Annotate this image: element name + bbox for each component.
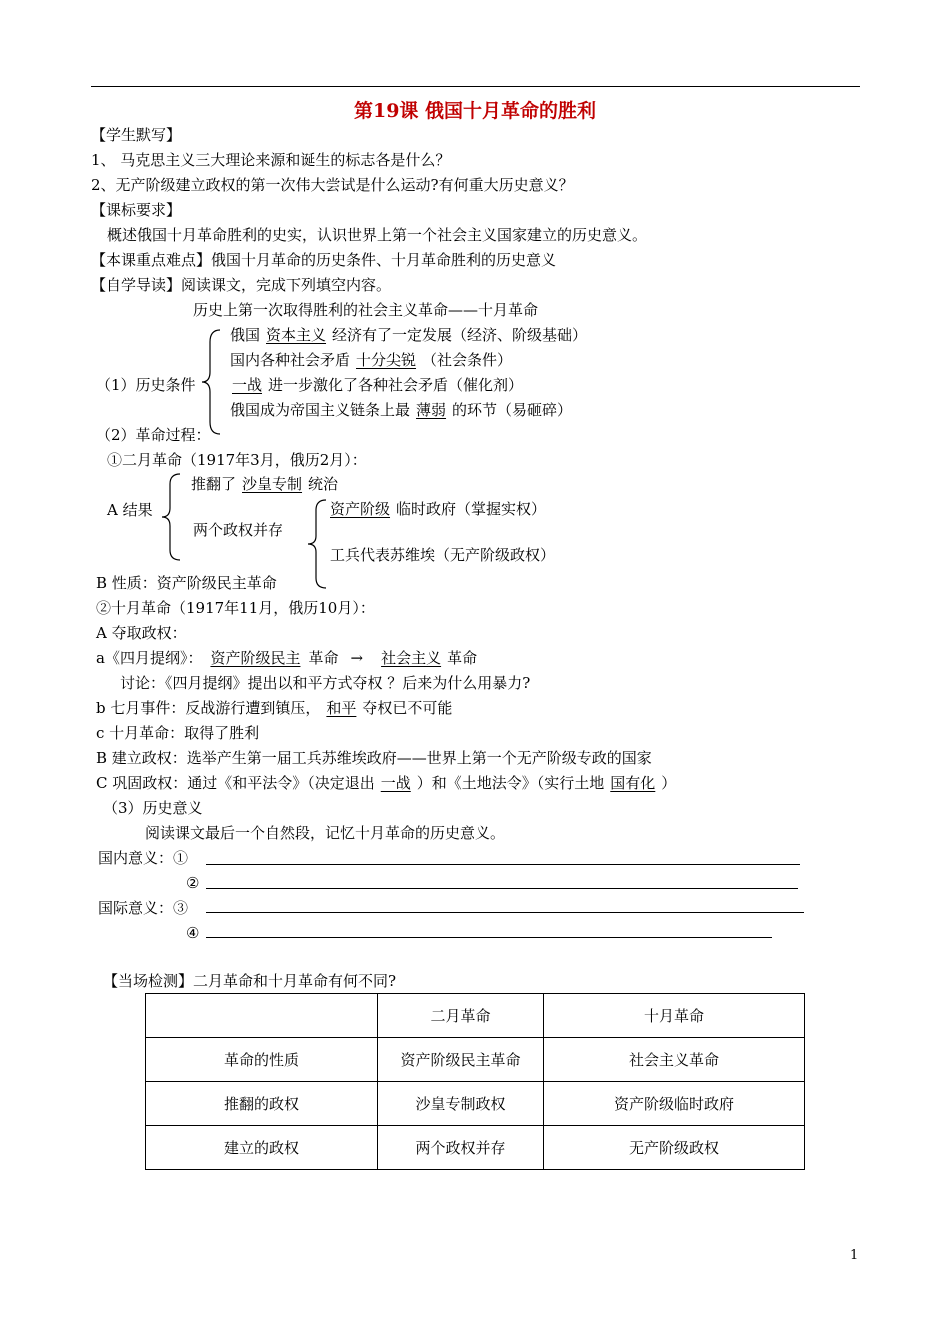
domestic-label: 国内意义：① — [98, 849, 189, 867]
outline-intro: 历史上第一次取得胜利的社会主义革命——十月革命 — [193, 301, 539, 319]
april-theses: a《四月提纲》： 资产阶级民主 革命 → 社会主义 革命 — [96, 649, 478, 667]
table-cell: 无产阶级政权 — [544, 1126, 805, 1170]
table-cell: 两个政权并存 — [378, 1126, 544, 1170]
establish-power: B 建立政权：选举产生第一届工兵苏维埃政府——世界上第一个无产阶级专政的国家 — [96, 749, 652, 767]
table-header-cell: 十月革命 — [544, 994, 805, 1038]
test-header: 【当场检测】二月革命和十月革命有何不同? — [103, 972, 397, 990]
feb-title: ①二月革命（1917年3月，俄历2月）： — [107, 451, 367, 469]
dual-power-2: 工兵代表苏维埃（无产阶级政权） — [330, 546, 556, 564]
guide-header: 【自学导读】 — [91, 276, 182, 294]
page-number: 1 — [850, 1248, 859, 1263]
conditions-label: （1）历史条件 — [96, 376, 196, 394]
c1-fill: 资本主义 — [266, 326, 327, 344]
header-rule — [91, 86, 860, 87]
significance-label: （3）历史意义 — [103, 799, 203, 817]
c4-fill: 薄弱 — [416, 401, 447, 419]
table-cell: 资产阶级临时政府 — [544, 1082, 805, 1126]
question-2: 2、无产阶级建立政权的第一次伟大尝试是什么运动?有何重大历史意义？ — [91, 176, 574, 194]
october-revolution: c 十月革命：取得了胜利 — [96, 724, 260, 742]
table-header-cell: 二月革命 — [378, 994, 544, 1038]
intl-4: ④ — [186, 924, 200, 942]
condition-2: 国内各种社会矛盾 十分尖锐 （社会条件） — [230, 351, 513, 369]
dictation-header: 【学生默写】 — [91, 126, 182, 144]
table-cell: 建立的政权 — [146, 1126, 378, 1170]
result-label: A 结果 — [107, 501, 153, 519]
nature: B 性质：资产阶级民主革命 — [96, 574, 277, 592]
answer-line-1[interactable] — [206, 864, 800, 865]
domestic-2: ② — [186, 874, 200, 892]
key-header: 【本课重点难点】 — [91, 251, 212, 269]
dp1-fill: 资产阶级 — [330, 500, 391, 518]
answer-line-2[interactable] — [206, 888, 798, 889]
table-row — [146, 1082, 805, 1126]
c3-fill: 一战 — [232, 376, 263, 394]
table-row — [146, 1126, 805, 1170]
a-fill-1: 资产阶级民主 — [210, 649, 301, 667]
curriculum-text: 概述俄国十月革命胜利的史实，认识世界上第一个社会主义国家建立的历史意义。 — [107, 226, 648, 244]
answer-line-3[interactable] — [206, 912, 804, 913]
table-row — [146, 1038, 805, 1082]
key-text: 俄国十月革命的历史条件、十月革命胜利的历史意义 — [211, 251, 557, 269]
consolidate-power: C 巩固政权：通过《和平法令》（决定退出 一战 ）和《土地法令》（实行土地 国有化 ） — [96, 774, 677, 792]
c2-fill: 十分尖锐 — [356, 351, 417, 369]
table-cell: 革命的性质 — [146, 1038, 378, 1082]
conditions-brace — [200, 328, 224, 436]
discussion: 讨论：《四月提纲》提出以和平方式夺权 ？后来为什么用暴力? — [120, 674, 531, 692]
table-cell: 推翻的政权 — [146, 1082, 378, 1126]
key-points — [91, 250, 556, 270]
seize-label: A 夺取政权： — [96, 624, 187, 642]
b-fill: 和平 — [326, 699, 357, 717]
intl-label: 国际意义：③ — [98, 899, 189, 917]
dual-power: 两个政权并存 — [193, 521, 284, 539]
process-label: （2）革命过程： — [96, 426, 211, 444]
table-cell: 社会主义革命 — [544, 1038, 805, 1082]
table-header-row — [146, 994, 805, 1038]
guide — [91, 275, 391, 295]
table-cell: 沙皇专制政权 — [378, 1082, 544, 1126]
page-title: 第19课 俄国十月革命的胜利 — [353, 100, 597, 122]
result-brace — [160, 472, 184, 562]
a-fill-2: 社会主义 — [381, 649, 442, 667]
table-header-cell — [146, 994, 378, 1038]
question-1: 1、 马克思主义三大理论来源和诞生的标志各是什么？ — [91, 151, 451, 169]
significance-text: 阅读课文最后一个自然段，记忆十月革命的历史意义。 — [145, 824, 506, 842]
table-cell: 资产阶级民主革命 — [378, 1038, 544, 1082]
oct-title: ②十月革命（1917年11月，俄历10月）： — [96, 599, 375, 617]
july-days: b 七月事件：反战游行遭到镇压， 和平 夺权已不可能 — [96, 699, 453, 717]
condition-4: 俄国成为帝国主义链条上最 薄弱 的环节（易砸碎） — [230, 401, 573, 419]
condition-1: 俄国 资本主义 经济有了一定发展（经济、阶级基础） — [230, 326, 588, 344]
result-1: 推翻了 沙皇专制 统治 — [191, 475, 339, 493]
consol-fill-2: 国有化 — [610, 774, 656, 792]
consol-fill-1: 一战 — [380, 774, 411, 792]
curriculum-header: 【课标要求】 — [91, 201, 182, 219]
dual-power-1: 资产阶级 临时政府（掌握实权） — [330, 500, 547, 518]
answer-line-4[interactable] — [206, 937, 772, 938]
guide-text: 阅读课文，完成下列填空内容。 — [181, 276, 392, 294]
comparison-table — [145, 993, 805, 1170]
r1-fill: 沙皇专制 — [242, 475, 303, 493]
arrow-icon: → — [350, 649, 364, 667]
condition-3: 一战 进一步激化了各种社会矛盾（催化剂） — [232, 376, 524, 394]
